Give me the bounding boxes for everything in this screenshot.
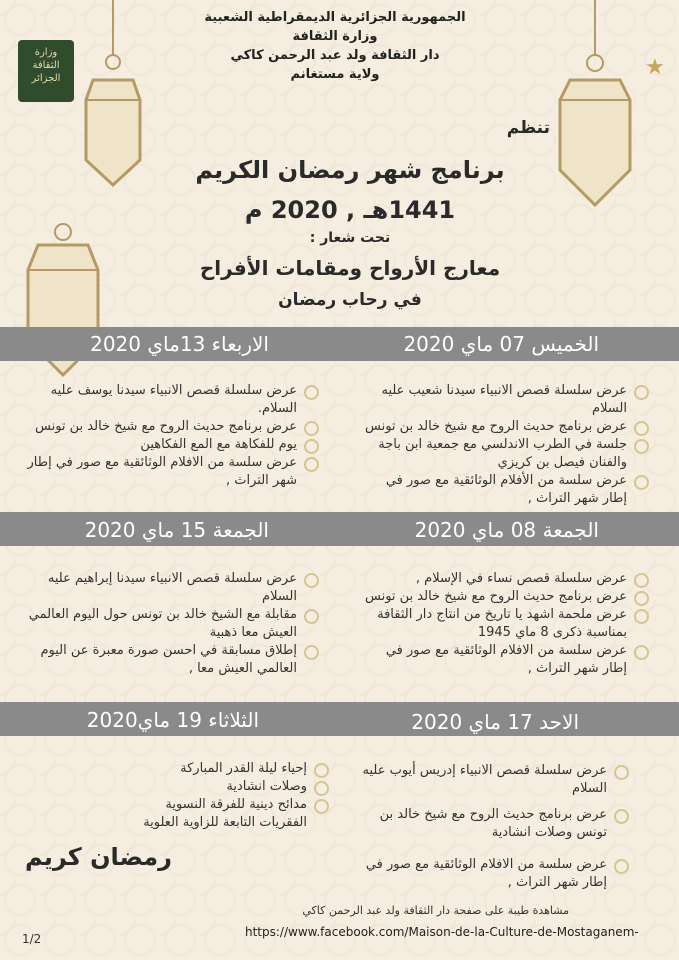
- list-item: عرض برنامج حديث الروح مع شيخ خالد بن تونس: [359, 588, 649, 606]
- list-item: عرض سلسلة قصص الانبياء سيدنا يوسف عليه السلام.: [19, 382, 319, 418]
- day-program-list: [359, 382, 649, 508]
- logo-text: الثقافة: [32, 60, 60, 71]
- day-heading: الاحد 17 ماي 2020: [411, 710, 579, 734]
- list-item: عرض برنامج حديث الروح مع شيخ خالد بن تونس: [19, 418, 319, 436]
- slogan-sub: في رحاب رمضان: [278, 290, 422, 310]
- bullet-icon: [304, 421, 319, 436]
- ramadan-greeting: رمضان كريم: [25, 843, 172, 871]
- program-titles: [150, 118, 550, 328]
- organize-label: تنظم: [506, 118, 550, 138]
- bullet-icon: [634, 573, 649, 588]
- list-item: مقابلة مع الشيخ خالد بن تونس حول اليوم العالمي العيش معا ذهبية: [19, 606, 319, 642]
- day-program-list: [19, 382, 319, 490]
- bullet-icon: [304, 573, 319, 588]
- logo-text: الجزائر: [31, 73, 61, 84]
- bullet-icon: [634, 645, 649, 660]
- page-title: برنامج شهر رمضان الكريم: [195, 156, 505, 184]
- bullet-icon: [304, 439, 319, 454]
- bullet-icon: [634, 385, 649, 400]
- lantern-icon: [78, 0, 148, 190]
- bullet-icon: [634, 421, 649, 436]
- list-item: عرض سلسلة قصص الانبياء سيدنا شعيب عليه السلام: [359, 382, 649, 418]
- lantern-icon: [555, 0, 635, 210]
- bullet-icon: [314, 799, 329, 814]
- bullet-icon: [614, 765, 629, 780]
- slogan: معارج الأرواح ومقامات الأفراح: [199, 256, 501, 280]
- list-item: وصلات انشادية: [139, 778, 329, 796]
- day-program-list: [19, 570, 319, 678]
- bullet-icon: [634, 475, 649, 490]
- bullet-icon: [634, 591, 649, 606]
- bullet-icon: [314, 763, 329, 778]
- list-item: عرض برنامج حديث الروح مع شيخ خالد بن تونس وصلات انشادية: [359, 806, 629, 842]
- logo-text: وزارة: [34, 47, 58, 58]
- header-line: الجمهورية الجزائرية الديمقراطية الشعبية: [204, 10, 466, 25]
- list-item: عرض ملحمة اشهد يا تاريخ من انتاج دار الثقافة بمناسبة ذكرى 8 ماي 1945: [359, 606, 649, 642]
- list-item: إطلاق مسابقة في احسن صورة معبرة عن اليوم العالمي العيش معا ,: [19, 642, 319, 678]
- bullet-icon: [304, 457, 319, 472]
- list-item: مدائح دينية للفرقة النسوية الفقريات التابعة للزاوية العلوية: [139, 796, 329, 832]
- list-item: عرض سلسة من الأفلام الوثائقية مع صور في إطار شهر التراث ,: [359, 472, 649, 508]
- star-icon: ★: [645, 55, 665, 80]
- day-heading: الجمعة 08 ماي 2020: [414, 518, 599, 542]
- header: [170, 8, 500, 84]
- list-item: عرض سلسلة قصص الانبياء إدريس أيوب عليه السلام: [359, 762, 629, 798]
- list-item: عرض سلسلة قصص نساء في الإسلام ,: [359, 570, 649, 588]
- bullet-icon: [304, 385, 319, 400]
- day-program-list: [359, 570, 649, 678]
- list-item: جلسة في الطرب الاندلسي مع جمعية ابن باجة والفنان فيصل بن كريزي: [359, 436, 649, 472]
- header-line: دار الثقافة ولد عبد الرحمن كاكي: [230, 48, 440, 63]
- header-line: ولاية مستغانم: [290, 67, 380, 82]
- bullet-icon: [304, 609, 319, 624]
- year-label: 1441هـ , 2020 م: [244, 196, 456, 224]
- day-program-list: [139, 760, 329, 832]
- day-heading: الجمعة 15 ماي 2020: [84, 518, 269, 542]
- list-item: عرض سلسة من الافلام الوثائقية مع صور في إطار شهر التراث ,: [359, 642, 649, 678]
- ministry-logo: [18, 40, 74, 102]
- day-heading: الثلاثاء 19 ماي2020: [86, 708, 259, 732]
- list-item: عرض سلسلة قصص الانبياء سيدنا إبراهيم عليه السلام: [19, 570, 319, 606]
- day-program-list: [359, 762, 629, 892]
- bullet-icon: [314, 781, 329, 796]
- bullet-icon: [614, 859, 629, 874]
- bullet-icon: [614, 809, 629, 824]
- bullet-icon: [634, 609, 649, 624]
- page-number: 1/2: [22, 932, 42, 946]
- bullet-icon: [304, 645, 319, 660]
- list-item: عرض سلسة من الافلام الوثائقية مع صور في إطار شهر التراث ,: [359, 856, 629, 892]
- header-line: وزارة الثقافة: [292, 29, 378, 44]
- list-item: إحياء ليلة القدر المباركة: [139, 760, 329, 778]
- list-item: عرض سلسة من الافلام الوثائقية مع صور في إطار شهر التراث ,: [19, 454, 319, 490]
- slogan-label: تحت شعار :: [309, 230, 391, 246]
- footer-note: مشاهدة طيبة على صفحة دار الثقافة ولد عبد الرحمن كاكي: [302, 904, 569, 917]
- facebook-link[interactable]: https://www.facebook.com/Maison-de-la-Culture-de-Mostaganem-: [245, 925, 639, 939]
- bullet-icon: [634, 439, 649, 454]
- list-item: يوم للفكاهة مع المع الفكاهين: [19, 436, 319, 454]
- day-heading: الاربعاء 13ماي 2020: [90, 332, 269, 356]
- day-heading: الخميس 07 ماي 2020: [403, 332, 599, 356]
- list-item: عرض برنامج حديث الروح مع شيخ خالد بن تونس: [359, 418, 649, 436]
